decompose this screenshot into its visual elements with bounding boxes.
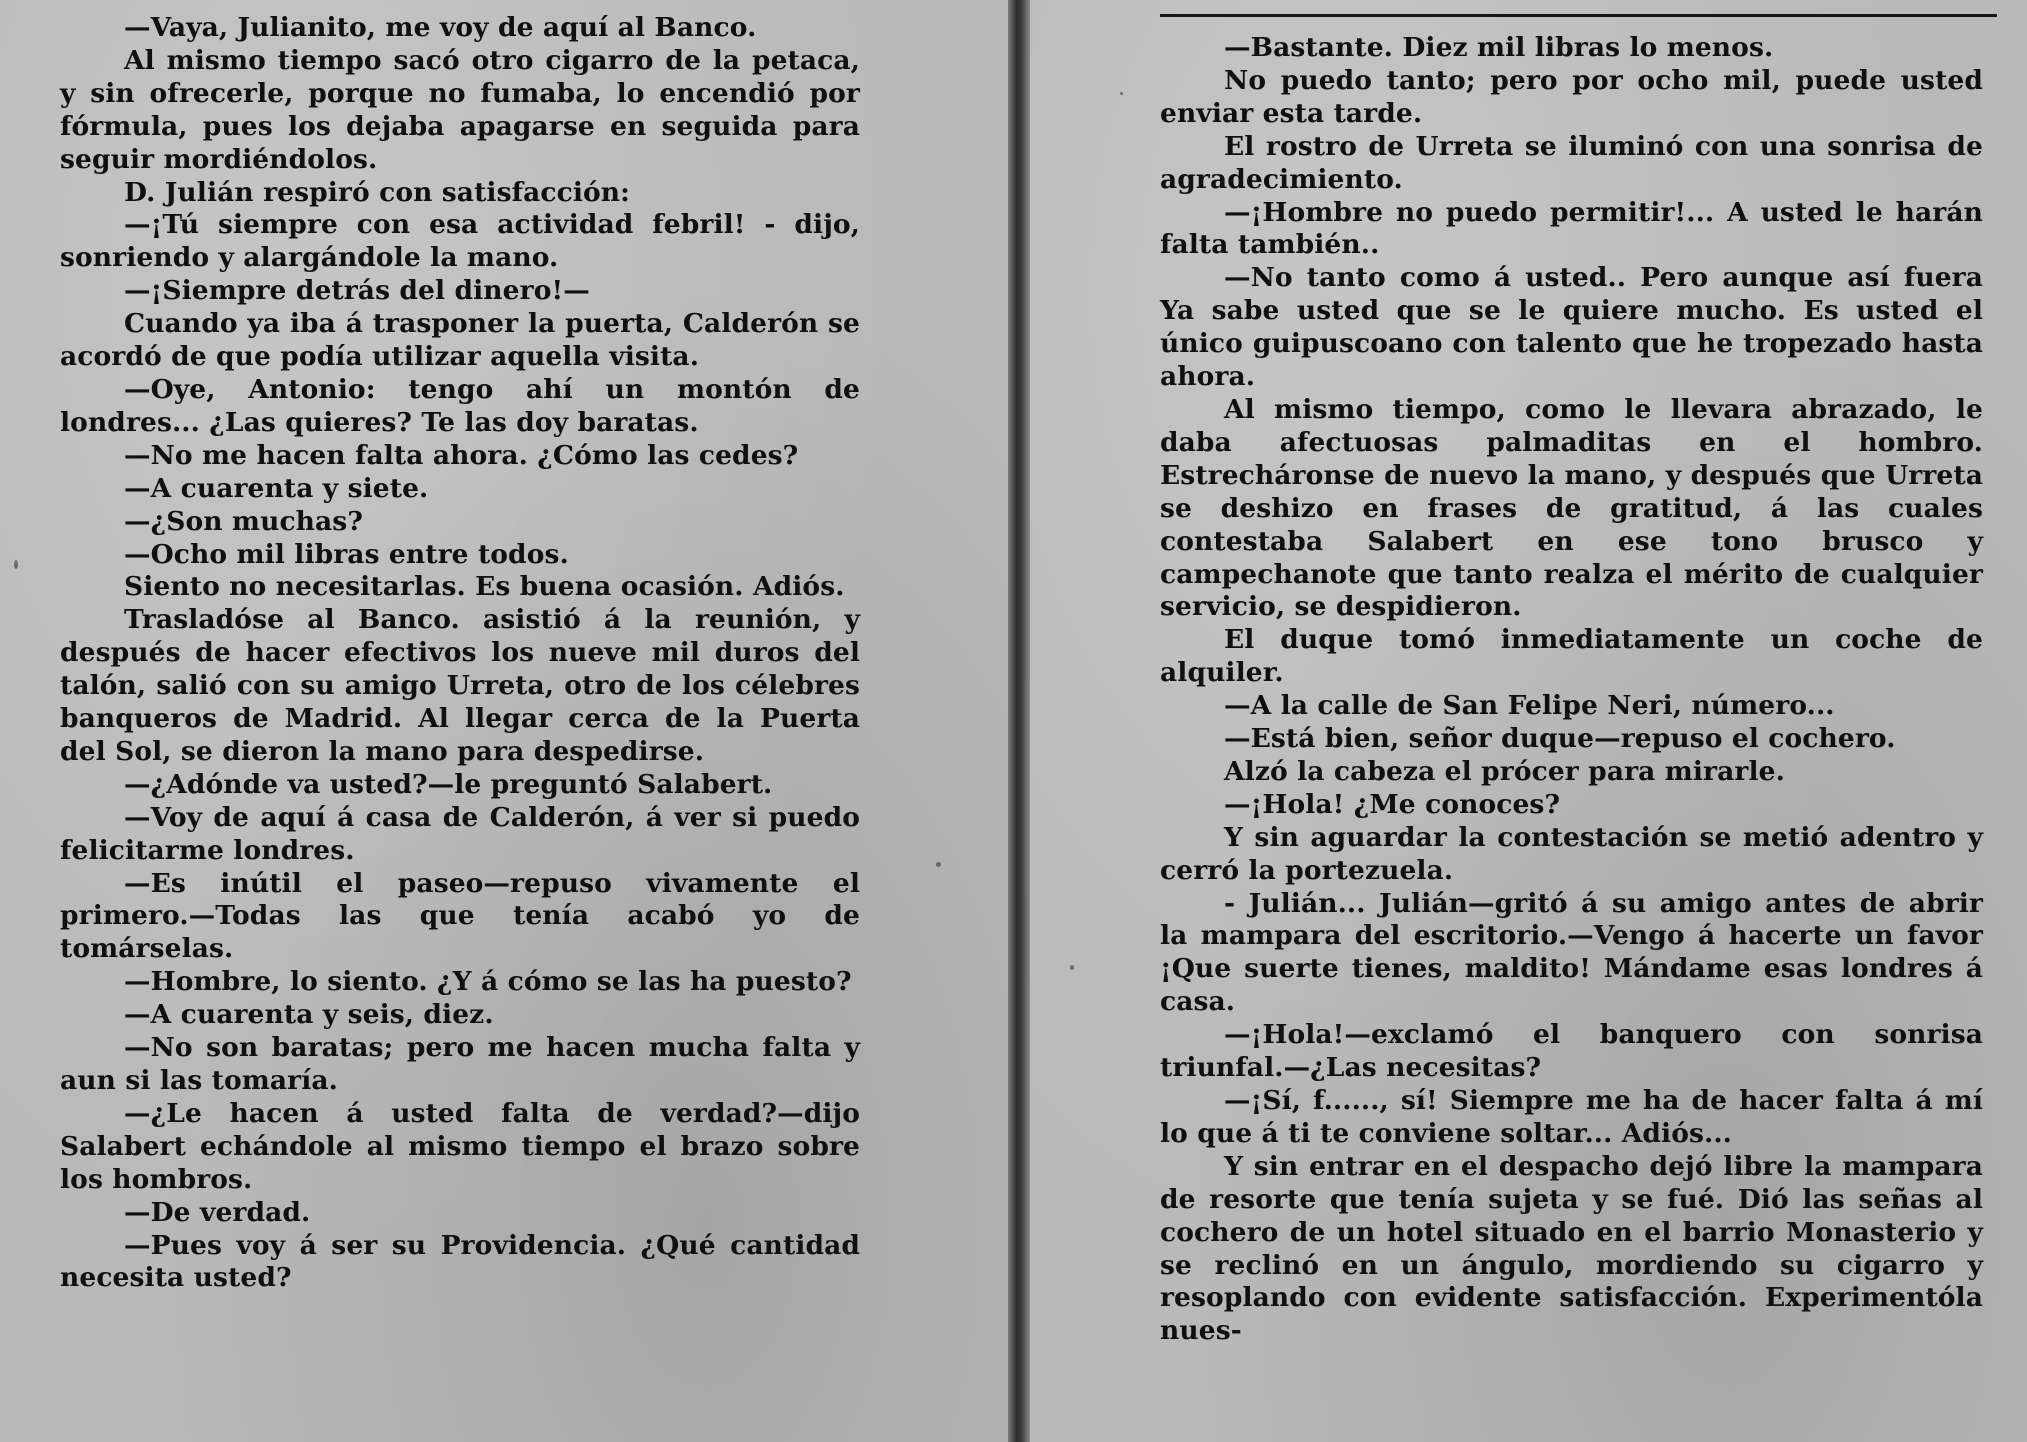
paragraph: El rostro de Urreta se iluminó con una sonrisa de agradecimiento. — [1160, 130, 1983, 195]
paragraph: Siento no necesitarlas. Es buena ocasión. Adiós. — [124, 571, 845, 603]
paragraph: —No son baratas; pero me hacen mucha falta y aun si las tomaría. — [60, 1032, 860, 1096]
paragraph: —Hombre, lo siento. ¿Y á cómo se las ha puesto? — [124, 966, 852, 998]
right-page-text — [1160, 32, 1983, 1348]
paragraph: Al mismo tiempo sacó otro cigarro de la petaca, y sin ofrecerle, porque no fumaba, lo encendió por fórmula, pues los dejaba apagarse en seguida para seguir mordiéndolos. — [60, 44, 860, 175]
paragraph: —¡Sí, f......, sí! Siempre me ha de hacer falta á mí lo que á ti te conviene soltar... Adiós... — [1160, 1085, 1983, 1149]
paragraph: - Julián... Julián—gritó á su amigo antes de abrir la mampara del escritorio.—Vengo á hacerte un favor ¡Que suerte tienes, maldito! Mándame esas londres á casa. — [1160, 887, 1983, 1018]
paragraph: Y sin aguardar la contestación se metió adentro y cerró la portezuela. — [1160, 821, 1983, 886]
print-speck — [936, 862, 941, 867]
top-rule — [1160, 14, 1997, 17]
paragraph: —¡Hola!—exclamó el banquero con sonrisa triunfal.—¿Las necesitas? — [1160, 1019, 1983, 1084]
book-gutter — [1008, 0, 1030, 1442]
paragraph: —¡Hola! ¿Me conoces? — [1224, 788, 1561, 820]
paragraph: —No me hacen falta ahora. ¿Cómo las cedes? — [124, 439, 799, 471]
paragraph: No puedo tanto; pero por ocho mil, puede usted enviar esta tarde. — [1160, 64, 1983, 129]
paragraph: —Voy de aquí á casa de Calderón, á ver si puedo felicitarme londres. — [60, 801, 860, 866]
paragraph: —¡Tú siempre con esa actividad febril! - dijo, sonriendo y alargándole la mano. — [60, 209, 860, 274]
right-page — [1030, 0, 2027, 1442]
paragraph: —¡Siempre detrás del dinero!— — [124, 275, 590, 307]
paragraph: —No tanto como á usted.. Pero aunque así fuera Ya sabe usted que se le quiere mucho. Es usted el único guipuscoano con talento que he tropezado hasta ahora. — [1160, 262, 1983, 393]
paragraph: Al mismo tiempo, como le llevara abrazado, le daba afectuosas palmaditas en el hombro. Estrecháronse de nuevo la mano, y después que Urreta se deshizo en frases de gratitud, á las cuales contestaba Salabert en ese tono brusco y campechanote que tanto realza el mérito de cualquier servicio, se despidieron. — [1160, 393, 1983, 623]
left-page — [0, 0, 1008, 1442]
paragraph: —A la calle de San Felipe Neri, número... — [1224, 690, 1835, 722]
paragraph: —¿Son muchas? — [124, 505, 363, 537]
paragraph: —¡Hombre no puedo permitir!... A usted le harán falta también.. — [1160, 196, 1983, 261]
paragraph: —Es inútil el paseo—repuso vivamente el primero.—Todas las que tenía acabó yo de tomárselas. — [60, 867, 860, 965]
paragraph: Trasladóse al Banco. asistió á la reunión, y después de hacer efectivos los nueve mil duros del talón, salió con su amigo Urreta, otro de los célebres banqueros de Madrid. Al llegar cerca de la Puerta del Sol, se dieron la mano para despedirse. — [60, 604, 860, 767]
print-speck — [1120, 92, 1123, 95]
paragraph: —A cuarenta y siete. — [124, 472, 429, 504]
paragraph: —Oye, Antonio: tengo ahí un montón de londres... ¿Las quieres? Te las doy baratas. — [60, 373, 860, 438]
paragraph: Alzó la cabeza el prócer para mirarle. — [1224, 755, 1785, 787]
paragraph: —De verdad. — [124, 1196, 311, 1228]
print-speck — [14, 560, 18, 569]
paragraph: —A cuarenta y seis, diez. — [124, 999, 494, 1031]
paragraph: Cuando ya iba á trasponer la puerta, Calderón se acordó de que podía utilizar aquella visita. — [60, 308, 860, 373]
paragraph: —¿Le hacen á usted falta de verdad?—dijo Salabert echándole al mismo tiempo el brazo sobre los hombros. — [60, 1097, 860, 1195]
paragraph: —Ocho mil libras entre todos. — [124, 538, 569, 570]
paragraph: Y sin entrar en el despacho dejó libre la mampara de resorte que tenía sujeta y se fué. Dió las señas al cochero de un hotel situado en el barrio Monasterio y se reclinó en un ángulo, mordiendo su cigarro y resoplando con evidente satisfacción. Experimentóla nues- — [1160, 1150, 1983, 1347]
paragraph: —Vaya, Julianito, me voy de aquí al Banco. — [124, 12, 757, 43]
paragraph: —Bastante. Diez mil libras lo menos. — [1224, 32, 1774, 63]
paragraph: D. Julián respiró con satisfacción: — [124, 176, 631, 208]
paragraph: —¿Adónde va usted?—le preguntó Salabert. — [124, 768, 773, 800]
paragraph: —Pues voy á ser su Providencia. ¿Qué cantidad necesita usted? — [60, 1229, 860, 1294]
left-page-text — [60, 12, 860, 1295]
paragraph: El duque tomó inmediatamente un coche de alquiler. — [1160, 624, 1983, 689]
paragraph: —Está bien, señor duque—repuso el cochero. — [1224, 723, 1896, 755]
print-speck — [1070, 965, 1074, 970]
